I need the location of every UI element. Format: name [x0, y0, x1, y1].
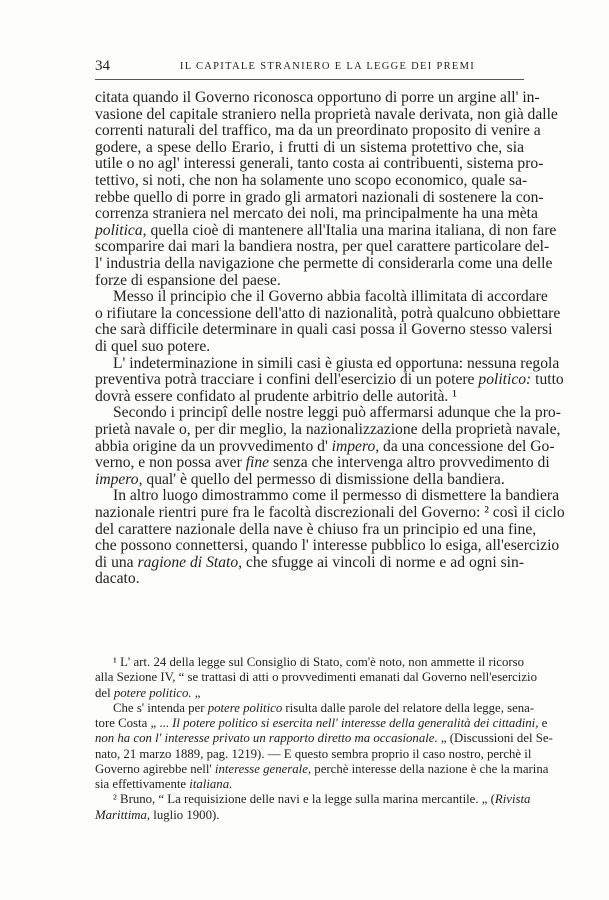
italic-text: italiana.: [189, 777, 233, 791]
text-segment: nazionale rientri pure fra le facoltà discrezionali del Governo: ² così il ciclo: [95, 504, 565, 521]
italic-text: fine: [245, 454, 270, 472]
italic-text: impero,: [95, 470, 143, 488]
text-segment: tettivo, si noti, che non ha solamente uno scopo economico, quale sa-: [95, 172, 528, 189]
text-segment: prietà navale o, per dir meglio, la nazionalizzazione della proprietà navale,: [95, 421, 561, 438]
text-segment: In altro luogo dimostrammo come il permesso di dismettere la bandiera: [113, 487, 560, 505]
footnote-line: [113, 792, 531, 807]
footnote-line: [95, 761, 549, 777]
header-rule: [95, 79, 524, 80]
text-segment: dacato.: [95, 570, 140, 588]
text-segment: utile o no agl' interessi generali, tanto costa ai contribuenti, sistema pro-: [95, 155, 544, 173]
text-segment: luglio 1900).: [150, 807, 220, 822]
text-segment: ² Bruno, “ La requisizione delle navi e la legge sulla marina mercantile. „ (: [113, 792, 495, 807]
body-line: [95, 388, 524, 405]
text-segment: correnti naturali del traffico, ma da un preordinato proposito di venire a: [95, 122, 541, 140]
body-line: [113, 487, 560, 505]
text-segment: che possono connettersi, quando l' interesse pubblico lo esiga, all'esercizio: [95, 537, 560, 555]
text-segment: verno, e non possa aver: [95, 454, 246, 472]
text-segment: „: [191, 685, 201, 700]
footnote-line: [95, 686, 524, 701]
body-line: [95, 155, 544, 173]
body-line: [95, 554, 524, 571]
italic-text: potere politico.: [113, 685, 192, 700]
italic-text: Il potere politico si esercita nell' interesse della generalità dei cittadini,: [172, 716, 539, 730]
text-segment: L' indeterminazione in simili casi è giusta ed opportuna: nessuna regola: [113, 354, 560, 372]
text-segment: da una concessione del Go-: [379, 437, 555, 455]
body-line: [95, 172, 528, 189]
italic-text: politica,: [95, 221, 147, 239]
text-segment: quella cioè di mantenere all'Italia una marina italiana, di non fare: [146, 221, 557, 239]
text-segment: correnza straniera nel mercato dei noli, ma principalmente ha una mèta: [95, 205, 538, 223]
body-line: [95, 338, 524, 355]
italic-text: politico:: [478, 371, 532, 389]
body-line: [95, 304, 561, 322]
italic-text: Rivista: [494, 792, 531, 807]
body-line: [95, 255, 553, 272]
body-line: [95, 89, 540, 106]
body-line: [95, 139, 524, 156]
body-line: [95, 205, 538, 223]
body-line: [95, 221, 557, 239]
text-segment: nato, 21 marzo 1889, pag. 1219). — E questo sembra proprio il caso nostro, perchè il: [95, 746, 532, 761]
text-segment: di una: [95, 553, 138, 571]
text-segment: Che s' intenda per: [113, 700, 208, 715]
text-segment: qual' è quello del permesso di dismissione della bandiera.: [142, 470, 505, 488]
text-segment: ¹ L' art. 24 della legge sul Consiglio di Stato, com'è noto, non ammette il ricorso: [113, 655, 524, 669]
text-segment: risulta dalle parole del relatore della legge, sena-: [282, 700, 535, 715]
body-line: [95, 188, 544, 206]
text-segment: tore Costa „ ...: [95, 716, 173, 730]
body-line: [95, 437, 555, 455]
text-segment: l' industria della navigazione che permette di considerarla come una delle: [95, 255, 553, 272]
footnote-line: [95, 670, 537, 685]
body-line: [95, 421, 561, 438]
body-line: [95, 105, 558, 123]
text-segment: sia effettivamente: [95, 777, 190, 791]
text-segment: o rifiutare la concessione dell'atto di nazionalità, potrà qualcuno obbiettare: [95, 304, 561, 322]
body-line: [95, 122, 541, 140]
footnote-line: [95, 777, 524, 792]
body-line: [95, 520, 537, 538]
text-segment: godere, a spese dello Erario, i frutti di un sistema protettivo che, sia: [95, 138, 524, 156]
text-segment: preventiva potrà tracciare i confini dell'esercizio di un potere: [95, 371, 479, 389]
footnote-line: [95, 716, 548, 731]
text-segment: „ (Discussioni del Se-: [437, 731, 553, 746]
text-segment: abbia origine da un provvedimento d': [95, 437, 332, 455]
text-segment: tutto: [531, 371, 564, 389]
text-segment: vasione del capitale straniero nella proprietà navale derivata, non già dalle: [95, 105, 558, 123]
text-segment: rebbe quello di porre in grado gli armatori nazionali di sostenere la con-: [95, 188, 544, 206]
body-line: [95, 238, 550, 256]
text-segment: perchè interesse della nazione è che la marina: [311, 761, 549, 776]
text-segment: Secondo i principî delle nostre leggi può affermarsi adunque che la pro-: [113, 404, 561, 422]
text-segment: alla Sezione IV, “ se trattasi di atti o provvedimenti emanati dal Governo nell'esercizio: [95, 670, 537, 685]
text-segment: senza che intervenga altro provvedimento di: [269, 454, 550, 472]
footnote-line: [95, 731, 553, 746]
text-segment: scomparire dai mari la bandiera nostra, per quel carattere particolare del-: [95, 238, 550, 256]
text-segment: forze di espansione del paese.: [95, 271, 281, 289]
running-title: IL CAPITALE STRANIERO E LA LEGGE DEI PREMI: [179, 61, 476, 72]
body-line: [113, 288, 548, 306]
body-line: [113, 354, 560, 372]
text-segment: di quel suo potere.: [95, 338, 211, 355]
page-number: 34: [95, 58, 110, 74]
body-line: [95, 371, 564, 389]
italic-text: interesse generale,: [214, 761, 312, 776]
text-segment: che sfugge ai vincoli di norme e ad ogni sin-: [242, 553, 525, 571]
footnote-line: [95, 808, 524, 823]
body-line: [95, 272, 524, 289]
text-segment: Messo il principio che il Governo abbia facoltà illimitata di accordare: [113, 288, 548, 306]
italic-text: impero,: [331, 437, 380, 455]
body-line: [113, 404, 561, 422]
body-line: [95, 454, 550, 472]
footnote-line: [95, 746, 532, 762]
italic-text: ragione di Stato,: [137, 553, 243, 571]
body-line: [95, 537, 560, 555]
footnote-line: [113, 655, 524, 670]
text-segment: che sarà difficile determinare in quali casi possa il Governo stesso valersi: [95, 321, 553, 339]
italic-text: potere politico: [207, 700, 283, 715]
text-segment: e: [538, 716, 548, 730]
text-segment: del: [95, 685, 114, 700]
footnote-line: [113, 700, 535, 716]
italic-text: Marittima,: [95, 807, 151, 822]
italic-text: non ha con l' interesse privato un rapporto diretto ma occasionale.: [95, 731, 438, 746]
text-segment: dovrà essere confidato al prudente arbitrio delle autorità. ¹: [95, 387, 457, 405]
text-segment: Governo agirebbe nell': [95, 761, 215, 776]
body-line: [95, 321, 553, 339]
text-segment: del carattere nazionale della nave è chiuso fra un principio ed una fine,: [95, 520, 537, 538]
body-line: [95, 504, 565, 521]
body-line: [95, 570, 524, 587]
text-segment: citata quando il Governo riconosca opportuno di porre un argine all' in-: [95, 89, 540, 106]
body-line: [95, 471, 524, 488]
